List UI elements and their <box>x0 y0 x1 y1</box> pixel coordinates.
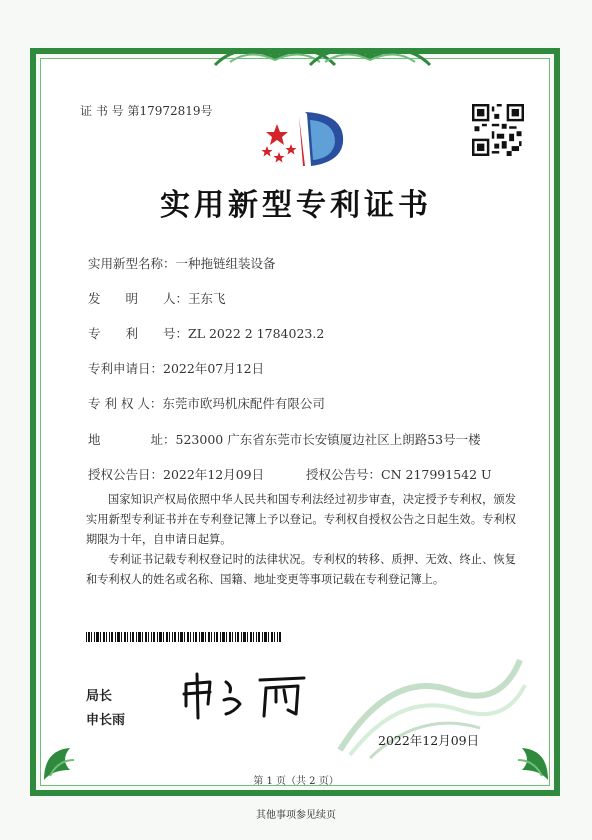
top-right-ornament-icon <box>305 40 435 70</box>
filing-date-row <box>88 359 264 377</box>
certificate-title: 实用新型专利证书 <box>160 188 432 223</box>
inventor-row <box>88 289 226 307</box>
address-label: 地 址： <box>88 432 176 447</box>
director-title: 局长 <box>86 689 113 704</box>
patent-number-value: ZL 2022 2 1784023.2 <box>188 326 325 341</box>
publication-date-value: 2022年12月09日 <box>163 467 265 482</box>
patentee-value: 东莞市欧玛机床配件有限公司 <box>162 396 325 411</box>
publication-date-row <box>88 465 264 483</box>
publication-number-value: CN 217991542 U <box>381 467 492 482</box>
legal-status-paragraph: 专利证书记载专利权登记时的法律状况。专利权的转移、质押、无效、终止、恢复和专利权人的姓名或名称、国籍、地址变更等事项记载在专利登记簿上。 <box>86 553 516 586</box>
publication-date-label: 授权公告日： <box>88 467 164 482</box>
patentee-label: 专 利 权 人： <box>88 396 163 411</box>
qr-code-icon <box>472 104 524 156</box>
patent-number-row <box>88 324 324 342</box>
footer-note: 其他事项参见续页 <box>256 810 336 821</box>
cnipa-logo-icon <box>255 104 355 174</box>
certificate-number: 证 书 号 第17972819号 <box>80 104 213 118</box>
page-number: 第 1 页（共 2 页） <box>253 776 339 787</box>
utility-model-name-value: 一种拖链组装设备 <box>175 256 276 271</box>
publication-number-row <box>306 465 492 483</box>
patentee-row <box>88 394 325 412</box>
inventor-value: 王东飞 <box>188 291 226 306</box>
publication-number-label: 授权公告号： <box>306 467 382 482</box>
grant-statement-paragraph: 国家知识产权局依照中华人民共和国专利法经过初步审查，决定授予专利权，颁发实用新型专利证书并在专利登记簿上予以登记。专利权自授权公告之日起生效。专利权期限为十年，自申请日起算。 <box>86 493 516 546</box>
utility-model-name-row <box>88 254 276 272</box>
redacted-band <box>60 590 530 626</box>
signature-date: 2022年12月09日 <box>378 733 480 748</box>
filing-date-label: 专利申请日： <box>88 361 164 376</box>
director-name: 申长雨 <box>86 713 126 728</box>
address-value: 523000 广东省东莞市长安镇厦边社区上朗路53号一楼 <box>175 432 481 447</box>
inventor-label: 发 明 人： <box>88 291 189 306</box>
filing-date-value: 2022年07月12日 <box>163 361 265 376</box>
director-signature-icon <box>180 672 310 720</box>
address-row <box>88 430 481 448</box>
utility-model-name-label: 实用新型名称： <box>88 256 176 271</box>
barcode-icon <box>86 632 282 642</box>
patent-number-label: 专 利 号： <box>88 326 189 341</box>
